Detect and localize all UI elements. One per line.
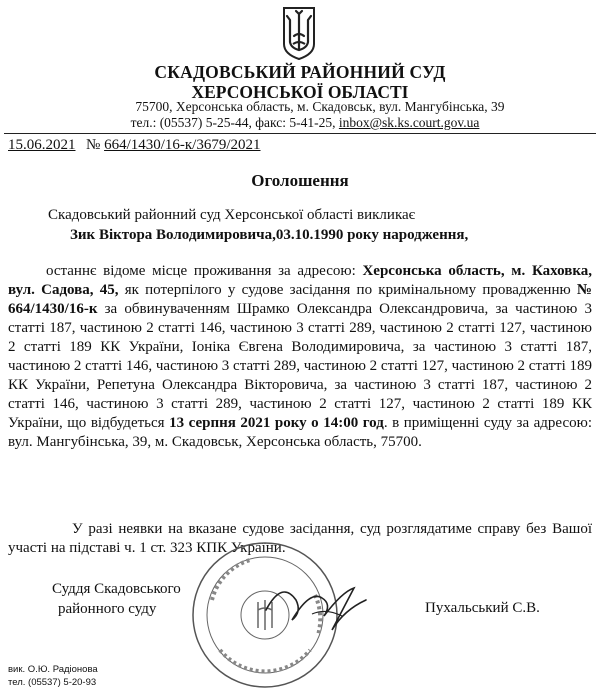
judge-title-line2: районного суду — [58, 601, 157, 617]
email-link[interactable]: inbox@sk.ks.court.gov.ua — [338, 115, 480, 130]
executor-phone: тел. (05537) 5-20-93 — [8, 677, 97, 688]
residence-address: Херсонська область, м. Каховка, вул. Садова, 45, — [8, 263, 592, 298]
judge-name: Пухальський С.В. — [425, 600, 540, 616]
handwritten-signature — [262, 570, 372, 640]
document-number — [86, 137, 261, 154]
body-text-4: . в приміщенні суду за адресою: вул. Мангубінська, 39, м. Скадовськ, Херсонська область, 75700. — [8, 415, 592, 450]
document-title: Оголошення — [251, 171, 349, 190]
case-number: № 664/1430/16-к — [8, 282, 592, 317]
document-date: 15.06.2021 — [8, 137, 76, 153]
header-divider — [4, 133, 596, 134]
court-address: 75700, Херсонська область, м. Скадовськ, вул. Мангубінська, 39 — [135, 99, 505, 114]
body-text-1: останнє відоме місце проживання за адресою: — [46, 263, 363, 279]
trident-coat-of-arms-icon — [281, 6, 317, 60]
summoned-person: Зик Віктора Володимировича,03.10.1990 року народження, — [70, 227, 469, 243]
body-text-3: за обвинуваченням Шрамко Олександра Олександровича, за частиною 3 статті 187, частиною 2 статті 146, частиною 3 статті 289, частиною 2 статті 127, частиною 2 статті 189 КК України, Іоніка Євгена Володимировича, за частиною 3 статті 187, частиною 2 статті 146, частиною 3 статті 289, частиною 2 статті 127, частиною 2 статті 189 КК України, Репетуна Олександра Вікторовича, за частиною 3 статті 187, частиною 2 статті 146, частиною 3 статті 289, частиною 2 статті 127, частиною 2 статті 189 КК України, що відбудеться — [8, 301, 592, 431]
body-text-2: як потерпілого у судове засідання по кримінальному провадженню — [118, 282, 577, 298]
number-sign: № — [86, 137, 105, 153]
court-name: СКАДОВСЬКИЙ РАЙОННИЙ СУД — [154, 62, 446, 82]
hearing-datetime: 13 серпня 2021 року о 14:00 год — [169, 415, 384, 431]
judge-title-line1: Суддя Скадовського — [52, 581, 181, 597]
executor-name: вик. О.Ю. Радіонова — [8, 664, 98, 675]
summons-paragraph — [8, 262, 592, 452]
contacts-text: тел.: (05537) 5-25-44, факс: 5-41-25, — [130, 115, 339, 130]
intro-line: Скадовський районний суд Херсонської області викликає — [48, 207, 416, 223]
absence-notice: У разі неявки на вказане судове засідання, суд розглядатиме справу без Вашої участі на підставі ч. 1 ст. 323 КПК України. — [8, 521, 592, 556]
court-contacts — [0, 115, 600, 131]
number-value: 664/1430/16-к/3679/2021 — [104, 137, 261, 153]
court-region: ХЕРСОНСЬКОЇ ОБЛАСТІ — [191, 82, 409, 102]
